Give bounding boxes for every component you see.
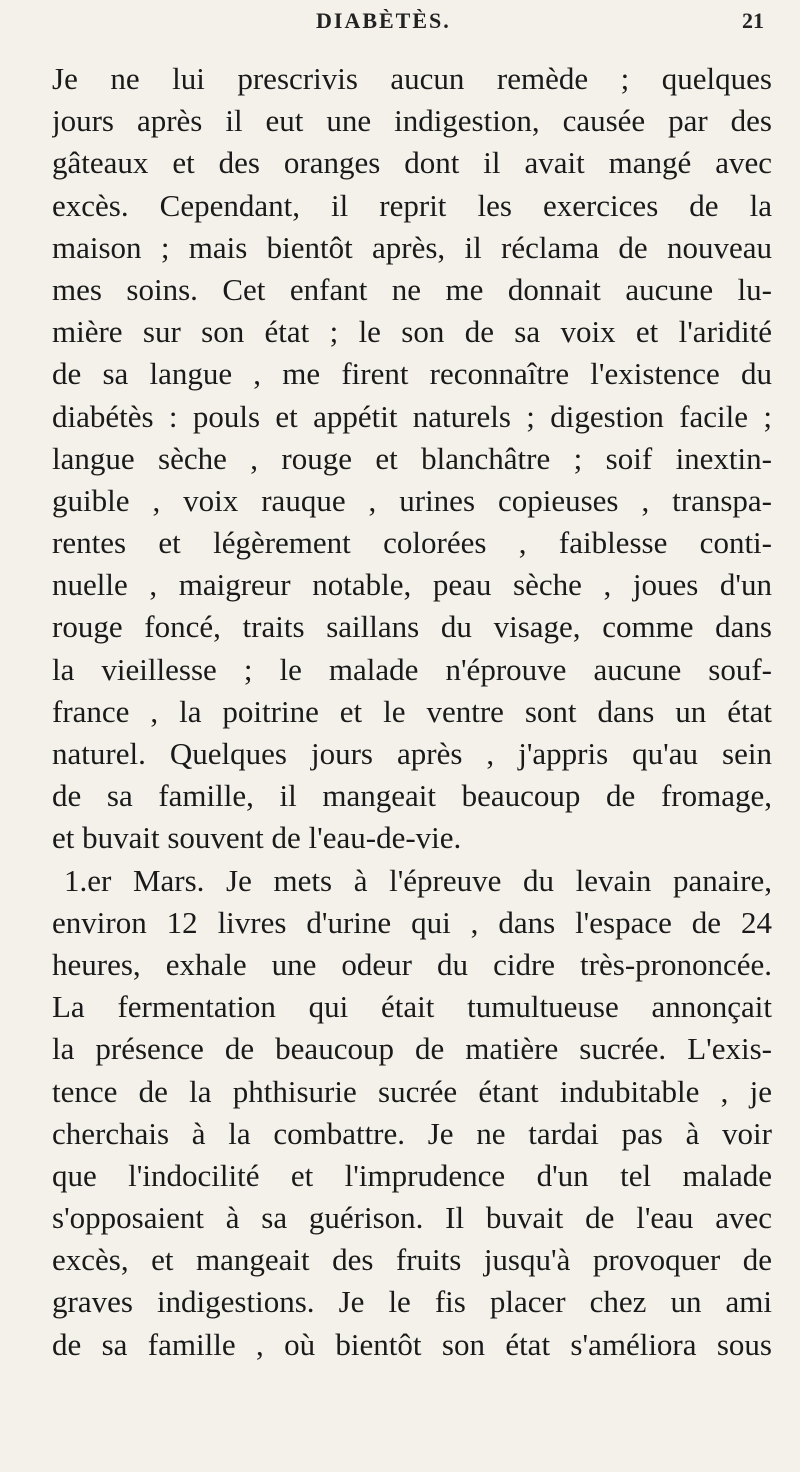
text-line: langue sèche , rouge et blanchâtre ; soif inextin-	[52, 440, 772, 476]
text-line: excès, et mangeait des fruits jusqu'à provoquer de	[52, 1242, 772, 1278]
text-line: s'opposaient à sa guérison. Il buvait de l'eau avec	[52, 1200, 772, 1236]
text-line: tence de la phthisurie sucrée étant indubitable , je	[52, 1073, 772, 1109]
text-line: La fermentation qui était tumultueuse annonçait	[52, 989, 772, 1025]
running-head	[0, 0, 800, 44]
text-line: de sa famille, il mangeait beaucoup de fromage,	[52, 778, 772, 814]
text-line: nuelle , maigreur notable, peau sèche , joues d'un	[52, 567, 772, 603]
text-line: de sa langue , me firent reconnaître l'existence du	[52, 356, 772, 392]
text-line: cherchais à la combattre. Je ne tardai pas à voir	[52, 1115, 772, 1151]
text-line: gâteaux et des oranges dont il avait mangé avec	[52, 145, 772, 181]
text-line: la présence de beaucoup de matière sucrée. L'exis-	[52, 1031, 772, 1067]
text-line: jours après il eut une indigestion, causée par des	[52, 103, 772, 139]
page-number: 21	[742, 8, 764, 33]
text-line: mière sur son état ; le son de sa voix et l'aridité	[52, 314, 772, 350]
text-line: Je ne lui prescrivis aucun remède ; quelques	[52, 61, 772, 96]
text-line: 1.er Mars. Je mets à l'épreuve du levain panaire,	[64, 862, 772, 898]
body-text	[52, 58, 772, 1366]
text-line: graves indigestions. Je le fis placer chez un ami	[52, 1284, 772, 1320]
text-line: heures, exhale une odeur du cidre très-prononcée.	[52, 946, 772, 982]
text-line: environ 12 livres d'urine qui , dans l'espace de 24	[52, 904, 772, 940]
text-line: diabétès : pouls et appétit naturels ; digestion facile ;	[52, 398, 772, 434]
running-title: DIABÈTÈS.	[316, 8, 451, 33]
text-line: et buvait souvent de l'eau-de-vie.	[52, 820, 462, 856]
text-line: de sa famille , où bientôt son état s'améliora sous	[52, 1326, 772, 1362]
text-line: rouge foncé, traits saillans du visage, comme dans	[52, 609, 772, 645]
text-line: la vieillesse ; le malade n'éprouve aucune souf-	[52, 651, 772, 687]
text-line: excès. Cependant, il reprit les exercices de la	[52, 187, 772, 223]
text-line: rentes et légèrement colorées , faiblesse conti-	[52, 525, 772, 561]
text-line: naturel. Quelques jours après , j'appris qu'au sein	[52, 736, 772, 771]
text-line: guible , voix rauque , urines copieuses , transpa-	[52, 482, 772, 518]
text-line: que l'indocilité et l'imprudence d'un tel malade	[52, 1157, 772, 1193]
text-line: mes soins. Cet enfant ne me donnait aucune lu-	[52, 271, 772, 307]
text-line: france , la poitrine et le ventre sont dans un état	[52, 693, 772, 729]
text-line: maison ; mais bientôt après, il réclama de nouveau	[52, 229, 772, 265]
